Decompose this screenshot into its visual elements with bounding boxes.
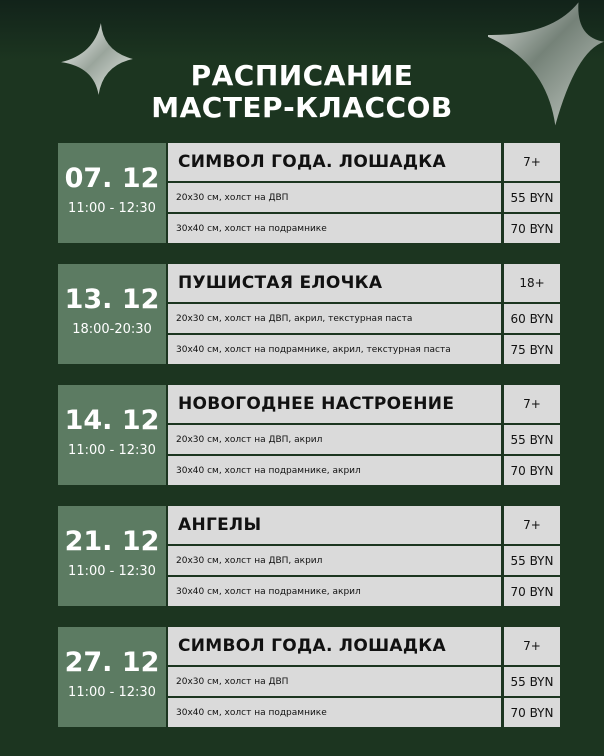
option-description: 20х30 см, холст на ДВП [168,667,501,696]
event-card [58,385,562,487]
age-badge: 7+ [504,143,560,181]
event-time: 18:00-20:30 [72,322,152,337]
option-price: 55 BYN [504,425,560,454]
date-box [58,627,166,727]
option-price: 70 BYN [504,577,560,606]
event-name: АНГЕЛЫ [168,506,501,544]
event-date: 07. 12 [64,163,160,194]
option-description: 30х40 см, холст на подрамнике, акрил [168,456,501,485]
option-price: 55 BYN [504,546,560,575]
option-price: 70 BYN [504,456,560,485]
option-description: 30х40 см, холст на подрамнике [168,214,501,243]
option-description: 30х40 см, холст на подрамнике [168,698,501,727]
option-description: 20х30 см, холст на ДВП, акрил, текстурная паста [168,304,501,333]
option-price: 70 BYN [504,214,560,243]
event-card [58,264,562,366]
date-box [58,506,166,606]
title-line-2: МАСТЕР-КЛАССОВ [151,91,453,124]
event-card [58,143,562,245]
event-date: 21. 12 [64,526,160,557]
date-box [58,143,166,243]
event-name: НОВОГОДНЕЕ НАСТРОЕНИЕ [168,385,501,423]
option-description: 20х30 см, холст на ДВП [168,183,501,212]
event-date: 27. 12 [64,647,160,678]
event-name: СИМВОЛ ГОДА. ЛОШАДКА [168,627,501,665]
event-name: СИМВОЛ ГОДА. ЛОШАДКА [168,143,501,181]
event-card [58,506,562,608]
event-date: 14. 12 [64,405,160,436]
event-time: 11:00 - 12:30 [68,443,156,458]
option-description: 30х40 см, холст на подрамнике, акрил [168,577,501,606]
age-badge: 7+ [504,506,560,544]
event-name: ПУШИСТАЯ ЕЛОЧКА [168,264,501,302]
date-box [58,385,166,485]
age-badge: 7+ [504,385,560,423]
event-time: 11:00 - 12:30 [68,685,156,700]
option-price: 55 BYN [504,667,560,696]
option-price: 70 BYN [504,698,560,727]
option-description: 30х40 см, холст на подрамнике, акрил, текстурная паста [168,335,501,364]
title-line-1: РАСПИСАНИЕ [190,59,414,92]
option-description: 20х30 см, холст на ДВП, акрил [168,425,501,454]
date-box [58,264,166,364]
option-price: 75 BYN [504,335,560,364]
event-card [58,627,562,729]
event-date: 13. 12 [64,284,160,315]
option-price: 60 BYN [504,304,560,333]
age-badge: 18+ [504,264,560,302]
event-time: 11:00 - 12:30 [68,201,156,216]
option-description: 20х30 см, холст на ДВП, акрил [168,546,501,575]
option-price: 55 BYN [504,183,560,212]
event-time: 11:00 - 12:30 [68,564,156,579]
page-title [0,60,604,124]
age-badge: 7+ [504,627,560,665]
